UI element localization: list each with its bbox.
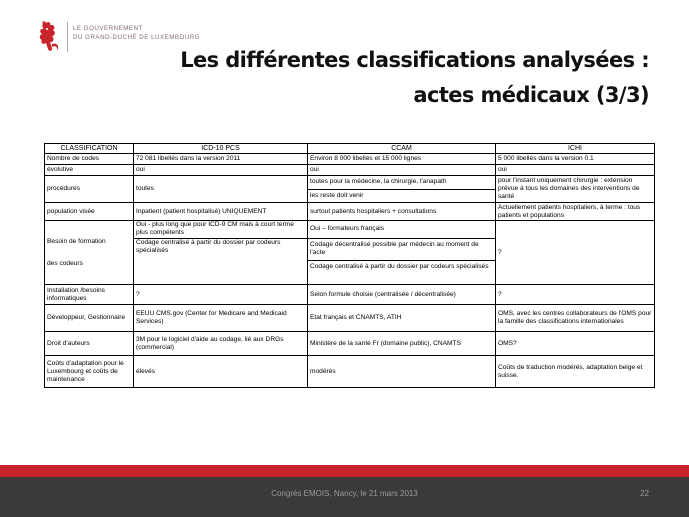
- header-ccam: CCAM: [308, 144, 496, 154]
- table-row: [45, 176, 655, 203]
- cell-ichi: ?: [496, 221, 655, 285]
- cell-icd: élevés: [134, 356, 308, 388]
- header-classification: CLASSIFICATION: [45, 144, 134, 154]
- table-row: [45, 203, 655, 221]
- cell-ccam: Etat français et CNAMTS, ATIH: [308, 305, 496, 332]
- row-label: Coûts d'adaptation pour le Luxembourg et coûts de maintenance: [45, 356, 134, 388]
- cell-icd: [134, 221, 308, 285]
- classification-table: [44, 143, 655, 388]
- cell-ichi: OMS, avec les centres collaborateurs de l'OMS pour la famille des classifications internationales: [496, 305, 655, 332]
- table-row: [45, 154, 655, 165]
- gov-line-1: LE GOUVERNEMENT: [73, 25, 143, 32]
- cell-ccam: Ministère de la santé Fr (domaine public), CNAMTS: [308, 332, 496, 356]
- row-label: Développeur, Gestionnaire: [45, 305, 134, 332]
- row-label: procédures: [45, 176, 134, 203]
- row-label-line: des codeurs: [47, 259, 83, 267]
- government-name: [73, 24, 200, 42]
- title-line-1: Les différentes classifications analysées :: [180, 48, 649, 72]
- table-row: [45, 285, 655, 305]
- header-ichi: ICHI: [496, 144, 655, 154]
- cell-icd: Inpatient (patient hospitalisé) UNIQUEMENT: [134, 203, 308, 221]
- cell-ccam: surtout patients hospitaliers + consultations: [308, 203, 496, 221]
- cell-ccam: Environ 8 000 libellés et 15 000 lignes: [308, 154, 496, 165]
- footer-event-text: Congrès EMOIS, Nancy, le 21 mars 2013: [271, 489, 418, 498]
- table-row: [45, 165, 655, 176]
- gov-line-2: DU GRAND-DUCHÉ DE LUXEMBOURG: [73, 34, 201, 41]
- cell-icd: oui: [134, 165, 308, 176]
- cell-ichi: oui: [496, 165, 655, 176]
- cell-icd: 72 081 libellés dans la version 2011: [134, 154, 308, 165]
- table-header-row: [45, 144, 655, 154]
- page-number: 22: [640, 489, 649, 498]
- row-label: Installation /besoins informatiques: [45, 285, 134, 305]
- logo-separator: [67, 22, 68, 52]
- icd-line: Codage centralisé à partir du dossier par codeurs spécialisés: [134, 238, 307, 256]
- row-label: évolutive: [45, 165, 134, 176]
- table-row: [45, 221, 655, 285]
- row-label: population visée: [45, 203, 134, 221]
- ccam-line: Codage centralisé à partir du dossier par codeurs spécialisés: [308, 260, 495, 284]
- icd-line: Oui - plus long que pour ICD-9 CM mais à court terme plus compétents: [136, 221, 294, 236]
- row-label: [45, 221, 134, 285]
- cell-icd: ?: [134, 285, 308, 305]
- cell-ichi: pour l'instant uniquement chirurgie : extension prévue à tous les domaines des interventions de santé: [496, 176, 655, 203]
- cell-ccam: Selon formule choisie (centralisée / décentralisée): [308, 285, 496, 305]
- table-row: [45, 332, 655, 356]
- ccam-line: Oui – formateurs français: [310, 225, 385, 232]
- row-label: Nombre de codes: [45, 154, 134, 165]
- footer-bar: [0, 465, 689, 517]
- cell-icd: 3M pour le logiciel d'aide au codage, lié aux DRGs (commercial): [134, 332, 308, 356]
- cell-ichi: Actuellement patients hospitaliers, à terme : tous patients et populations: [496, 203, 655, 221]
- lion-crest-icon: [36, 20, 62, 54]
- ccam-line: les reste doit venir: [308, 189, 495, 202]
- cell-ccam: modérés: [308, 356, 496, 388]
- header-icd10pcs: ICD-10 PCS: [134, 144, 308, 154]
- cell-ichi: OMS?: [496, 332, 655, 356]
- footer-accent-stripe: [0, 465, 689, 477]
- cell-ichi: 5 000 libellés dans la version 0.1: [496, 154, 655, 165]
- cell-ccam: [308, 221, 496, 285]
- slide-title: [169, 43, 649, 113]
- ccam-line: Codage décentralisé possible par médecin au moment de l'acte: [308, 238, 495, 260]
- cell-ccam: [308, 176, 496, 203]
- table-row: [45, 305, 655, 332]
- table-row: [45, 356, 655, 388]
- cell-ichi: Coûts de traduction modérés, adaptation belge et suisse.: [496, 356, 655, 388]
- title-line-2: actes médicaux (3/3): [413, 83, 649, 107]
- cell-ichi: ?: [496, 285, 655, 305]
- row-label: Droit d'auteurs: [45, 332, 134, 356]
- cell-ccam: oui: [308, 165, 496, 176]
- ccam-line: toutes pour la médecine, la chirurgie, l'anapath: [310, 178, 447, 185]
- cell-icd: toutes: [134, 176, 308, 203]
- row-label-line: Besoin de formation: [47, 237, 106, 245]
- cell-icd: EEUU CMS.gov (Center for Medicare and Medicaid Services): [134, 305, 308, 332]
